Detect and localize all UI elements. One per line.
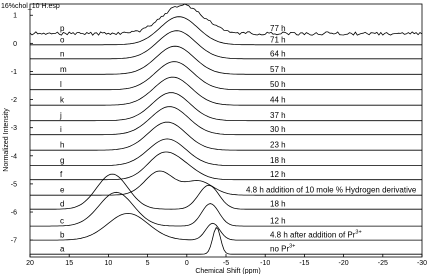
y-axis-label: Normalized Intensity [3,108,10,172]
y-tick-label: -3 [10,125,17,133]
spectrum-trace-p [30,4,422,35]
trace-letter-k: k [60,95,64,105]
trace-time-j: 37 h [270,111,286,121]
trace-letter-g: g [60,156,65,166]
trace-time-o: 71 h [270,35,286,45]
trace-time-f: 12 h [270,170,286,180]
x-tick-label: 0 [184,260,189,267]
trace-time-g: 18 h [270,156,286,166]
x-tick-label: -5 [222,260,230,267]
y-tick-label: 0 [13,40,17,48]
trace-time-superscript: 3+ [289,243,296,250]
trace-letter-h: h [60,140,65,150]
trace-letter-i: i [60,125,62,135]
trace-time-m: 57 h [270,64,286,74]
y-tick-label: -5 [10,181,17,189]
spectrum-trace-l [30,62,422,90]
x-tick-label: 20 [26,260,34,267]
trace-letter-f: f [60,170,63,180]
spectrum-trace-k [30,77,422,105]
y-tick-label: -6 [10,209,17,217]
spectrum-trace-g [30,139,422,166]
plot-frame [30,4,422,257]
x-tick-label: -10 [260,260,271,267]
trace-time-n: 64 h [270,49,286,59]
trace-letter-c: c [60,216,64,226]
spectrum-trace-a [30,228,422,255]
trace-letter-a: a [60,244,65,254]
spectra-traces [30,4,422,254]
spectrum-trace-j [30,93,422,121]
trace-letter-j: j [60,111,62,121]
spectrum-trace-m [30,46,422,74]
trace-time-c: 12 h [270,216,286,226]
trace-time-l: 50 h [270,80,286,90]
x-tick-label: 10 [104,260,113,267]
trace-time-a: no $Pr^{3+}$ [270,243,296,254]
spectrum-trace-h [30,122,422,150]
x-tick-label: -20 [338,260,349,267]
trace-letter-b: b [60,230,65,240]
y-tick-label: -2 [10,97,17,105]
trace-time-i: 30 h [270,125,286,135]
trace-time-h: 23 h [270,140,286,150]
y-tick-label: -7 [10,237,17,245]
trace-time-d: 18 h [270,199,286,209]
trace-time-k: 44 h [270,95,286,105]
trace-time-e: 4.8 h addition of 10 mole % Hydrogen derivative [246,185,417,195]
x-tick-label: -15 [299,260,310,267]
trace-letter-m: m [60,64,67,74]
x-tick-label: -30 [416,260,427,267]
trace-letter-p: p [60,24,65,34]
trace-letter-o: o [60,35,65,45]
window-title: 16%chol_10 H.esp [1,3,60,10]
x-axis-label: Chemical Shift (ppm) [195,268,261,274]
x-tick-label: -25 [377,260,388,267]
spectrum-trace-b [30,213,422,240]
y-tick-label: -4 [10,153,17,161]
y-tick-label: 1 [13,12,17,20]
trace-time-p: 77 h [270,24,286,34]
trace-letter-d: d [60,199,65,209]
y-tick-label: -1 [10,68,17,76]
x-tick-label: 15 [65,260,74,267]
trace-time-b: 4.8 h after addition of $Pr^{3+}$ [270,229,362,240]
trace-letter-n: n [60,49,65,59]
trace-letter-e: e [60,185,65,195]
x-axis [26,254,427,267]
trace-letter-l: l [60,80,62,90]
x-tick-label: 5 [145,260,150,267]
trace-time-superscript: 3+ [355,229,362,236]
